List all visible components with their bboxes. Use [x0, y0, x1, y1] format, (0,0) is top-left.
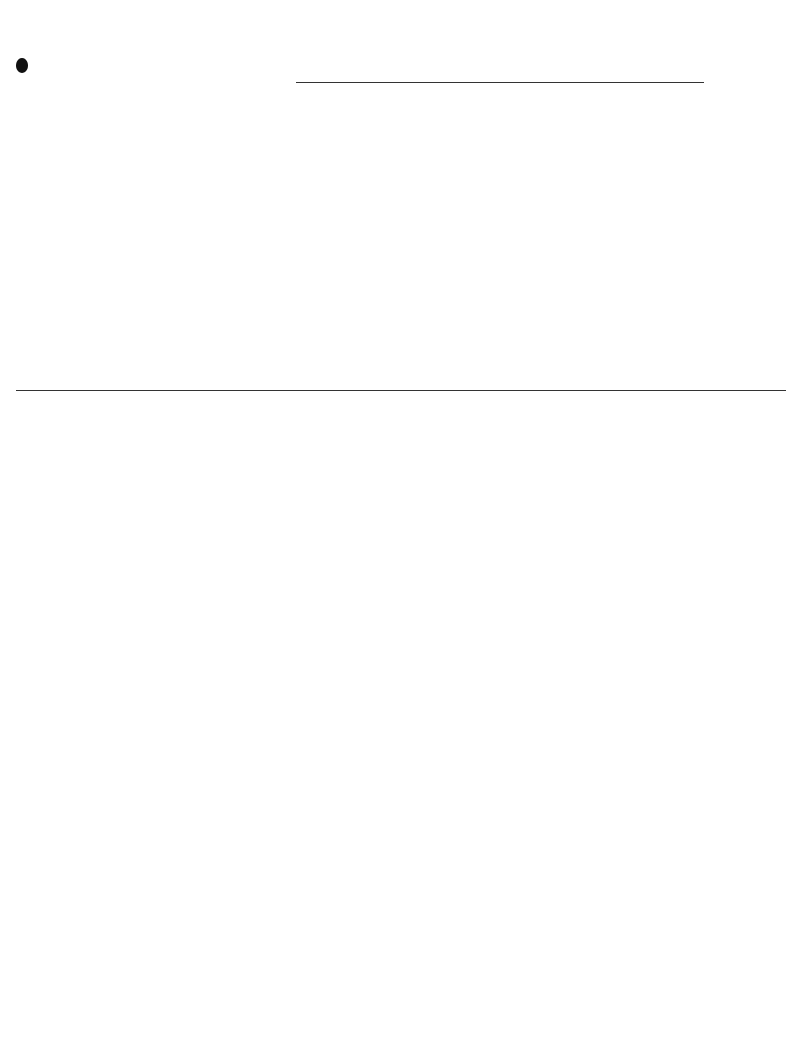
premises-rule	[16, 390, 786, 391]
header-rule	[296, 82, 704, 83]
ink-blot	[16, 58, 28, 73]
